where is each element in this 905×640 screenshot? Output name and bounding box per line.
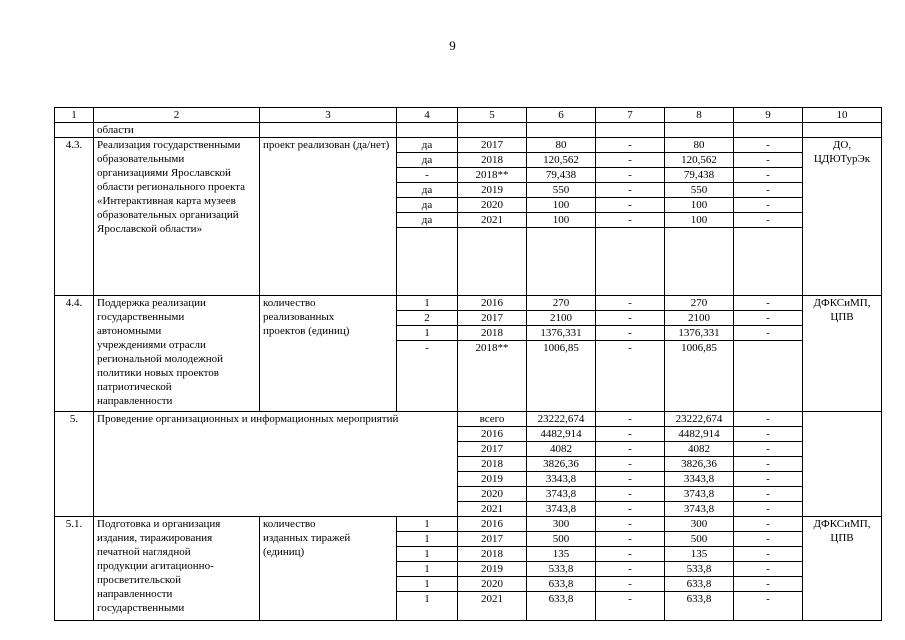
table-cell: - [596, 198, 665, 213]
table-cell: 500 [665, 532, 734, 547]
table-cell: 633,8 [527, 592, 596, 621]
table-cell: 2016 [458, 517, 527, 532]
table-cell: 1 [397, 517, 458, 532]
row-number: 5. [55, 412, 94, 517]
table-cell: - [734, 168, 803, 183]
table-cell: да [397, 213, 458, 228]
table-cell: - [596, 326, 665, 341]
table-row [55, 412, 882, 427]
table-cell: - [596, 487, 665, 502]
table-cell: 633,8 [527, 577, 596, 592]
table-cell: 2018 [458, 326, 527, 341]
table-cell: - [734, 457, 803, 472]
table-cell: 1 [397, 547, 458, 562]
table-cell: - [596, 213, 665, 228]
table-cell: всего [458, 412, 527, 427]
row-number: 4.3. [55, 138, 94, 296]
table-cell [596, 123, 665, 138]
table-cell: 4082 [665, 442, 734, 457]
table-cell: - [734, 502, 803, 517]
table-cell: - [596, 457, 665, 472]
table-cell: - [734, 547, 803, 562]
header-cell: 1 [55, 108, 94, 123]
table-cell: 3743,8 [665, 487, 734, 502]
table-cell: 135 [527, 547, 596, 562]
row-number: 4.4. [55, 296, 94, 412]
table-cell: 100 [665, 198, 734, 213]
table-cell: - [596, 183, 665, 198]
table-cell: - [734, 562, 803, 577]
table-cell: 2020 [458, 577, 527, 592]
table-cell: 2021 [458, 592, 527, 621]
table-cell: 3343,8 [527, 472, 596, 487]
measure-description: Подготовка и организация издания, тиражирования печатной наглядной продукции агитационно- просветительской направленности государственными [94, 517, 260, 621]
table-cell: - [596, 577, 665, 592]
table-cell [665, 123, 734, 138]
continuation-row [55, 123, 882, 138]
table-cell: 533,8 [527, 562, 596, 577]
table-cell: 2018** [458, 168, 527, 183]
table-cell: 2016 [458, 296, 527, 311]
table-cell: - [734, 427, 803, 442]
table-cell: да [397, 183, 458, 198]
table-cell: 270 [665, 296, 734, 311]
table-cell: - [596, 341, 665, 412]
table-cell: 2019 [458, 472, 527, 487]
table-cell: 2017 [458, 311, 527, 326]
table-cell: 79,438 [665, 168, 734, 183]
table-cell [734, 123, 803, 138]
table-cell: 1006,85 [527, 341, 596, 412]
table-cell [397, 228, 458, 296]
table-cell: 1 [397, 532, 458, 547]
table-cell: - [596, 592, 665, 621]
table-cell: 135 [665, 547, 734, 562]
header-cell: 5 [458, 108, 527, 123]
table-cell: - [596, 547, 665, 562]
table-cell: - [734, 517, 803, 532]
table-cell: 3826,36 [665, 457, 734, 472]
header-cell: 4 [397, 108, 458, 123]
table-cell: 533,8 [665, 562, 734, 577]
table-cell: 2016 [458, 427, 527, 442]
table-cell [734, 341, 803, 412]
table-cell: 300 [665, 517, 734, 532]
table-cell: - [596, 532, 665, 547]
table-body [55, 108, 882, 621]
table-cell: 120,562 [665, 153, 734, 168]
table-cell: 2017 [458, 442, 527, 457]
table-cell: 500 [527, 532, 596, 547]
table-cell: - [596, 296, 665, 311]
table-cell: - [397, 341, 458, 412]
page-number: 9 [449, 38, 456, 53]
table-cell: - [596, 472, 665, 487]
table-cell: - [734, 213, 803, 228]
table-cell [55, 123, 94, 138]
table-cell: 2018 [458, 547, 527, 562]
table-cell [665, 228, 734, 296]
header-row [55, 108, 882, 123]
table-cell: - [734, 532, 803, 547]
header-cell: 9 [734, 108, 803, 123]
table-cell [458, 228, 527, 296]
table-cell: 1006,85 [665, 341, 734, 412]
executor-cell: ДФКСиМП, ЦПВ [803, 517, 882, 621]
measure-description: Реализация государственными образовательными организациями Ярославской области регионального проекта «Интерактивная карта музеев образовательных организаций Ярославской области» [94, 138, 260, 296]
table-row [55, 296, 882, 311]
table-cell: 633,8 [665, 577, 734, 592]
table-cell: 1376,331 [527, 326, 596, 341]
table-cell: 550 [665, 183, 734, 198]
table-cell: 1 [397, 296, 458, 311]
table-cell: 2021 [458, 502, 527, 517]
table-cell: 1 [397, 562, 458, 577]
table-cell: 2018 [458, 457, 527, 472]
table-cell: - [596, 562, 665, 577]
table-cell: - [734, 577, 803, 592]
table-cell: - [734, 138, 803, 153]
table-cell: 270 [527, 296, 596, 311]
table-cell: 1 [397, 592, 458, 621]
table-cell: 2100 [527, 311, 596, 326]
table-cell [527, 123, 596, 138]
executor-cell: ДФКСиМП, ЦПВ [803, 296, 882, 412]
table-cell: 80 [527, 138, 596, 153]
table-cell: 2019 [458, 562, 527, 577]
header-cell: 6 [527, 108, 596, 123]
table-cell: 4482,914 [665, 427, 734, 442]
table-cell: 2 [397, 311, 458, 326]
table-cell [734, 228, 803, 296]
header-cell: 8 [665, 108, 734, 123]
table-cell: 100 [665, 213, 734, 228]
table-cell: области [94, 123, 260, 138]
table-cell: - [596, 153, 665, 168]
table-cell [458, 123, 527, 138]
table-cell: 23222,674 [527, 412, 596, 427]
measures-table [54, 107, 882, 621]
table-cell: 2021 [458, 213, 527, 228]
table-cell: - [734, 326, 803, 341]
table-cell: - [596, 311, 665, 326]
table-cell: - [596, 168, 665, 183]
table-cell: - [734, 592, 803, 621]
table-cell: 4082 [527, 442, 596, 457]
table-cell: - [596, 502, 665, 517]
table-cell: 100 [527, 198, 596, 213]
table-cell: - [734, 311, 803, 326]
executor-cell [803, 412, 882, 517]
indicator-cell: количество реализованных проектов (единиц) [260, 296, 397, 412]
table-cell: 2019 [458, 183, 527, 198]
table-cell [260, 123, 397, 138]
indicator-cell: проект реализован (да/нет) [260, 138, 397, 296]
table-cell: 1 [397, 326, 458, 341]
table-cell: 3743,8 [527, 502, 596, 517]
table-cell: 79,438 [527, 168, 596, 183]
table-cell [527, 228, 596, 296]
table-cell: 550 [527, 183, 596, 198]
header-cell: 7 [596, 108, 665, 123]
table-cell: 2017 [458, 532, 527, 547]
table-cell [803, 123, 882, 138]
table-cell: - [734, 442, 803, 457]
table-cell: 300 [527, 517, 596, 532]
table-cell: - [734, 487, 803, 502]
table-cell: - [734, 183, 803, 198]
section-title: Проведение организационных и информационных мероприятий [94, 412, 458, 517]
measure-description: Поддержка реализации государственными автономными учреждениями отрасли региональной молодежной политики новых проектов патриотической направленности [94, 296, 260, 412]
table-cell: 80 [665, 138, 734, 153]
table-cell: - [734, 296, 803, 311]
table-cell: да [397, 153, 458, 168]
table-cell: - [734, 153, 803, 168]
header-cell: 10 [803, 108, 882, 123]
header-cell: 3 [260, 108, 397, 123]
table-cell: 2018** [458, 341, 527, 412]
table-cell: да [397, 138, 458, 153]
table-cell: 2100 [665, 311, 734, 326]
table-cell: 3743,8 [665, 502, 734, 517]
table-cell: - [596, 517, 665, 532]
table-cell: 2018 [458, 153, 527, 168]
executor-cell: ДО, ЦДЮТурЭк [803, 138, 882, 296]
table-cell: - [596, 138, 665, 153]
table-cell: 2020 [458, 198, 527, 213]
table-cell: 2020 [458, 487, 527, 502]
row-number: 5.1. [55, 517, 94, 621]
table-cell: - [596, 427, 665, 442]
table-cell: 1376,331 [665, 326, 734, 341]
table-row [55, 138, 882, 153]
table-cell: 120,562 [527, 153, 596, 168]
table-cell: 3343,8 [665, 472, 734, 487]
table-cell: да [397, 198, 458, 213]
table-cell [397, 123, 458, 138]
table-cell: - [596, 412, 665, 427]
table-cell: 3826,36 [527, 457, 596, 472]
table-cell: 4482,914 [527, 427, 596, 442]
table-cell: 633,8 [665, 592, 734, 621]
table-cell [596, 228, 665, 296]
table-cell: 3743,8 [527, 487, 596, 502]
table-cell: 100 [527, 213, 596, 228]
table-cell: - [596, 442, 665, 457]
header-cell: 2 [94, 108, 260, 123]
table-cell: - [734, 198, 803, 213]
table-cell: 1 [397, 577, 458, 592]
table-cell: 2017 [458, 138, 527, 153]
indicator-cell: количество изданных тиражей (единиц) [260, 517, 397, 621]
table-row [55, 517, 882, 532]
table-cell: - [734, 412, 803, 427]
table-cell: - [734, 472, 803, 487]
table-cell: - [397, 168, 458, 183]
table-cell: 23222,674 [665, 412, 734, 427]
